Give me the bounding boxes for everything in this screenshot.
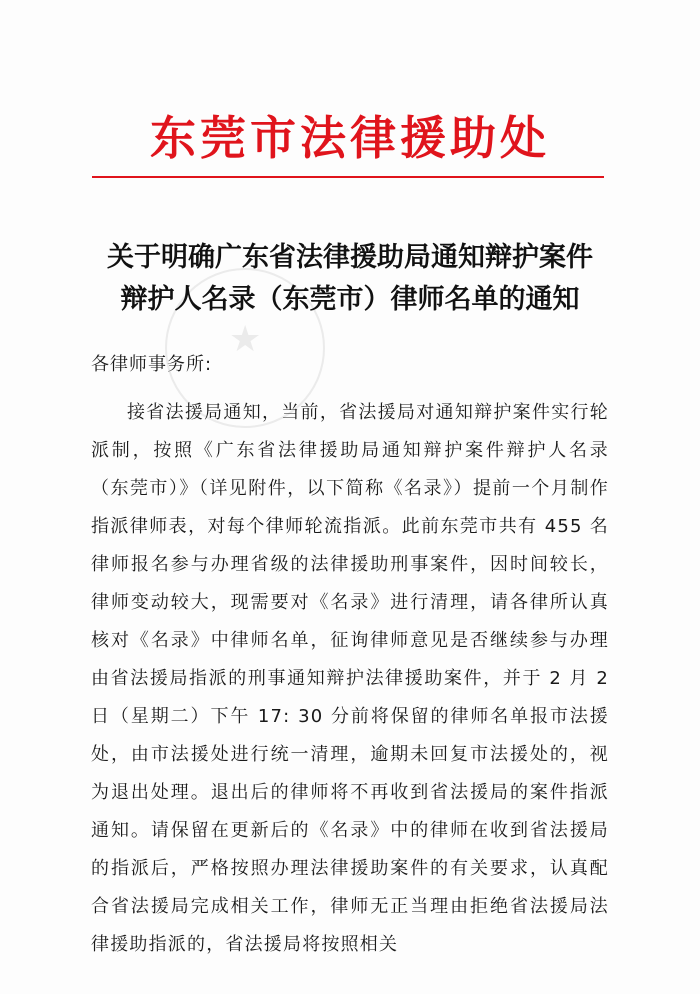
- letterhead-divider: [92, 176, 604, 178]
- salutation: 各律师事务所:: [91, 354, 213, 375]
- notice-title-line-2: 辩护人名录（东莞市）律师名单的通知: [120, 284, 580, 315]
- notice-title-line-1: 关于明确广东省法律援助局通知辩护案件: [107, 242, 593, 273]
- notice-body-paragraph: 接省法援局通知，当前，省法援局对通知辩护案件实行轮派制，按照《广东省法律援助局通知辩护案件辩护人名录（东莞市）》（详见附件，以下简称《名录》）提前一个月制作指派律师表，对每个律师轮流指派。此前东莞市共有 455 名律师报名参与办理省级的法律援助刑事案件，因时间较长，律师变动较大，现需要对《名录》进行清理，请各律所认真核对《名录》中律师名单，征询律师意见是否继续参与办理由省法援局指派的刑事通知辩护法律援助案件，并于 2 月 2 日（星期二）下午 17: 30 分前将保留的律师名单报市法援处，由市法援处进行统一清理，逾期未回复市法援处的，视为退出处理。退出后的律师将不再收到省法援局的案件指派通知。请保留在更新后的《名录》中的律师在收到省法援局的指派后，严格按照办理法律援助案件的有关要求，认真配合省法援局完成相关工作，律师无正当理由拒绝省法援局法律援助指派的，省法援局将按照相关: [91, 402, 609, 955]
- letterhead-org-name: 东莞市法律援助处: [150, 111, 550, 165]
- star-icon: ★: [229, 319, 262, 360]
